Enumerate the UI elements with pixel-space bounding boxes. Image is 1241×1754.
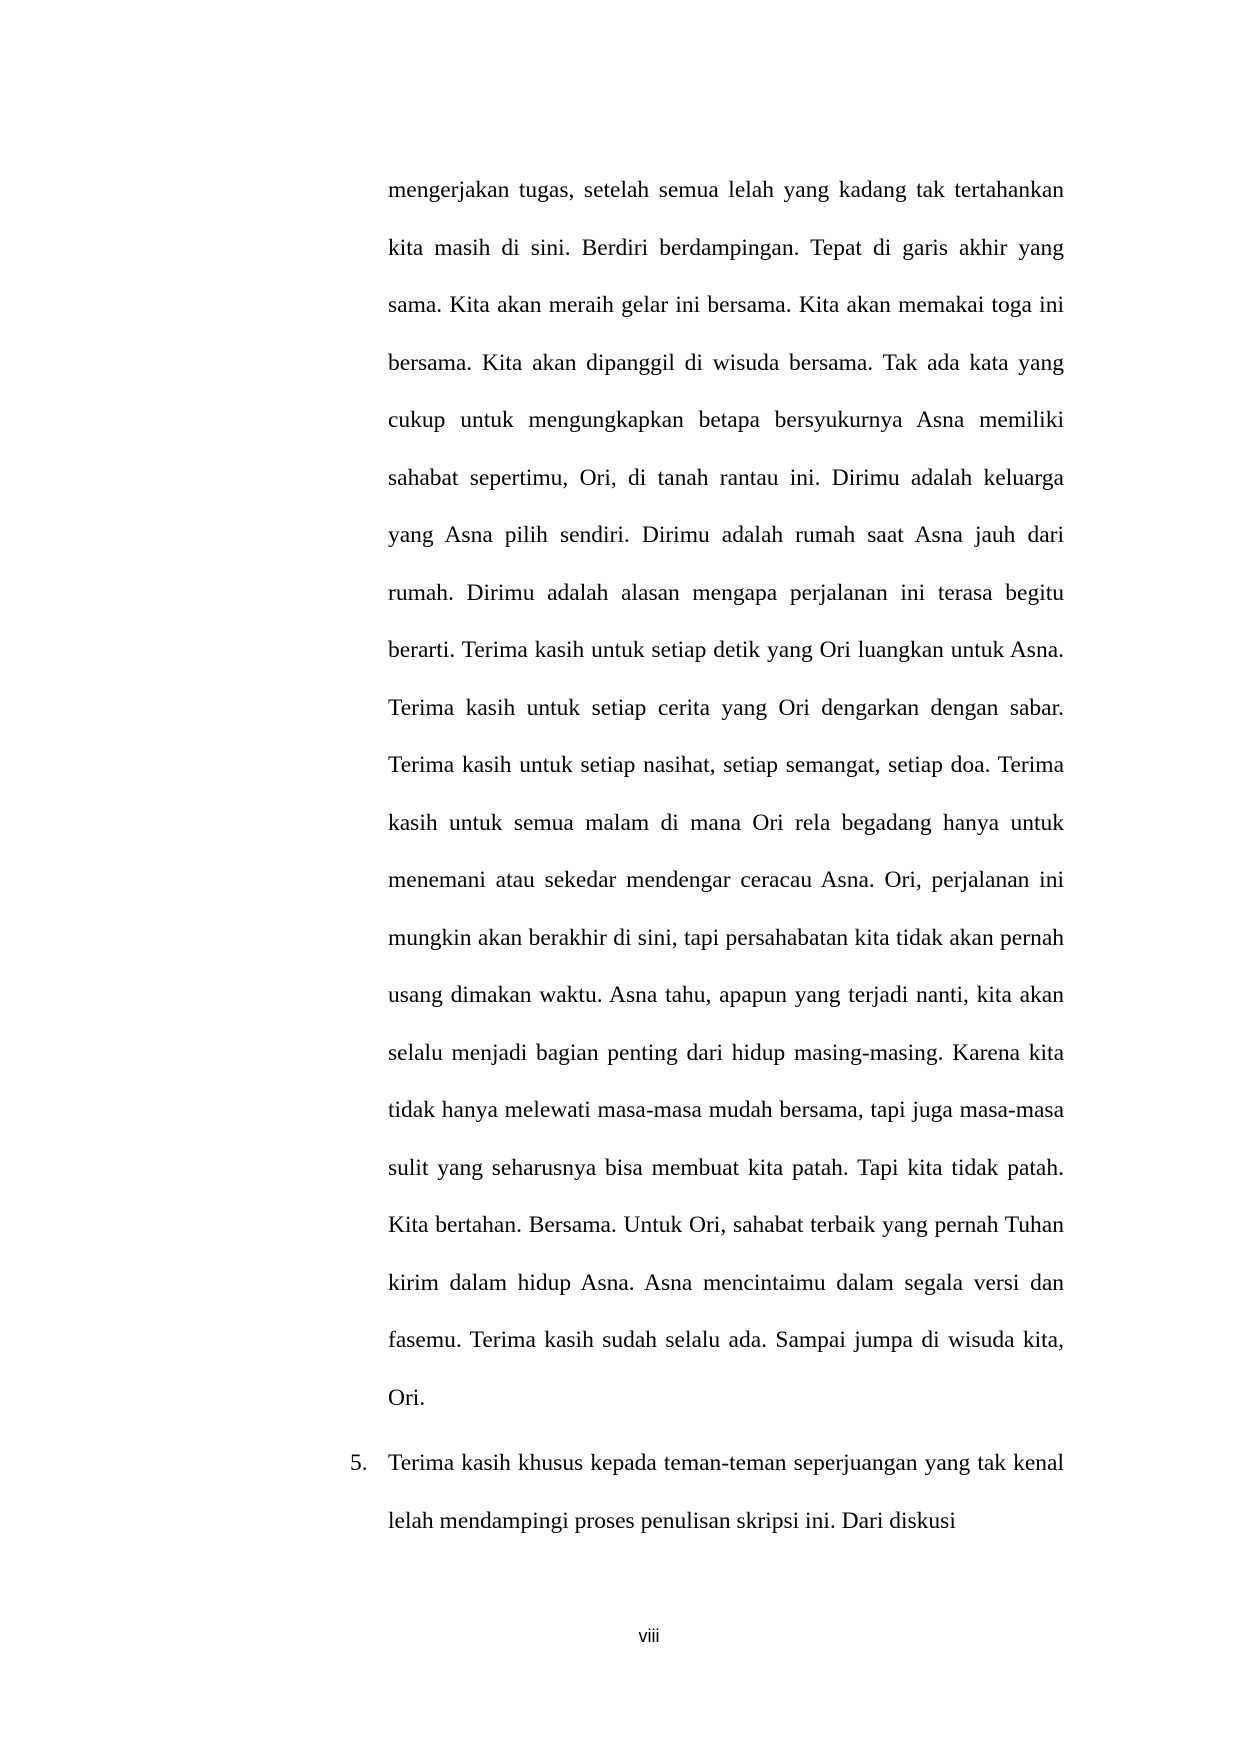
list-item-number: 5. bbox=[350, 1450, 368, 1476]
page-number: viii bbox=[638, 1626, 660, 1646]
body-text bbox=[350, 162, 1064, 1550]
list-item-text: Terima kasih khusus kepada teman-teman seperjuangan yang tak kenal lelah mendampingi proses penulisan skripsi ini. Dari diskusi bbox=[388, 1450, 1064, 1534]
continued-paragraph: mengerjakan tugas, setelah semua lelah yang kadang tak tertahankan kita masih di sini. Berdiri berdampingan. Tepat di garis akhir yang sama. Kita akan meraih gelar ini bersama. Kita akan memakai toga ini bersama. Kita akan dipanggil di wisuda bersama. Tak ada kata yang cukup untuk mengungkapkan betapa bersyukurnya Asna memiliki sahabat sepertimu, Ori, di tanah rantau ini. Dirimu adalah keluarga yang Asna pilih sendiri. Dirimu adalah rumah saat Asna jauh dari rumah. Dirimu adalah alasan mengapa perjalanan ini terasa begitu berarti. Terima kasih untuk setiap detik yang Ori luangkan untuk Asna. Terima kasih untuk setiap cerita yang Ori dengarkan dengan sabar. Terima kasih untuk setiap nasihat, setiap semangat, setiap doa. Terima kasih untuk semua malam di mana Ori rela begadang hanya untuk menemani atau sekedar mendengar ceracau Asna. Ori, perjalanan ini mungkin akan berakhir di sini, tapi persahabatan kita tidak akan pernah usang dimakan waktu. Asna tahu, apapun yang terjadi nanti, kita akan selalu menjadi bagian penting dari hidup masing-masing. Karena kita tidak hanya melewati masa-masa mudah bersama, tapi juga masa-masa sulit yang seharusnya bisa membuat kita patah. Tapi kita tidak patah. Kita bertahan. Bersama. Untuk Ori, sahabat terbaik yang pernah Tuhan kirim dalam hidup Asna. Asna mencintaimu dalam segala versi dan fasemu. Terima kasih sudah selalu ada. Sampai jumpa di wisuda kita, Ori. bbox=[388, 177, 1064, 1411]
list-item bbox=[350, 1435, 1064, 1550]
